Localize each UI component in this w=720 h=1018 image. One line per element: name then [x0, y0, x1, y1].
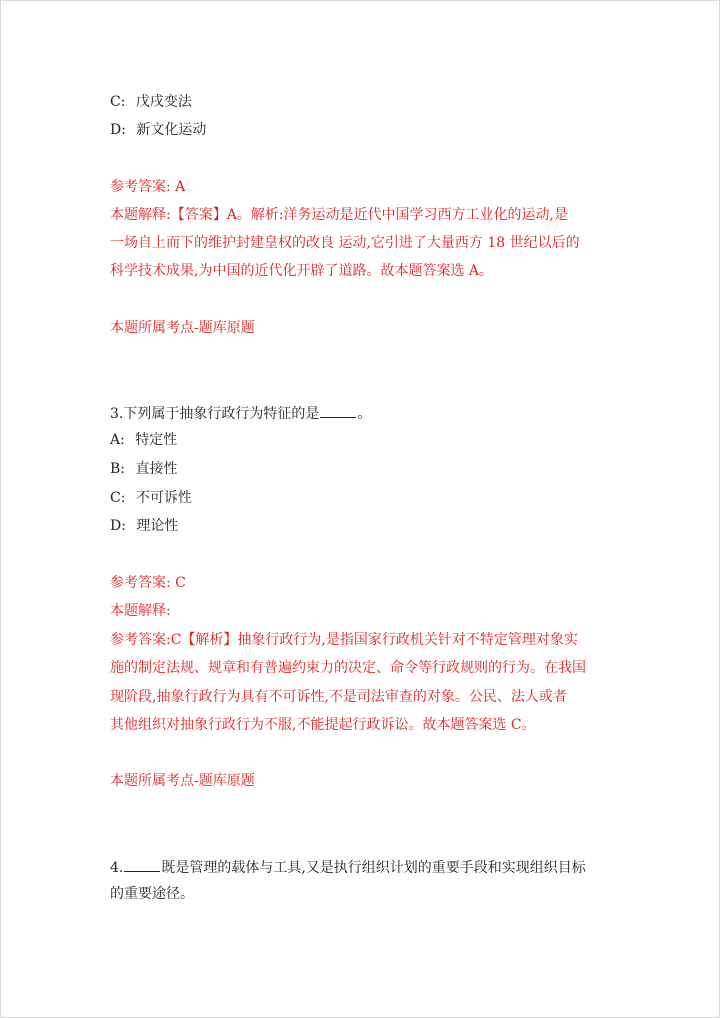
q4-stem: 4. 既是管理的载体与工具,又是执行组织计划的重要手段和实现组织目标 — [110, 857, 586, 877]
q3-option-a: A: 特定性 — [110, 432, 178, 448]
q3-explanation-line: 施的制定法规、规章和有普遍约束力的决定、命令等行政规则的行为。在我国 — [110, 660, 586, 676]
q2-explanation-line: 一场自上而下的维护封建皇权的改良 运动,它引进了大量西方 18 世纪以后的 — [110, 235, 580, 251]
q3-option-b: B: 直接性 — [110, 461, 178, 477]
q3-option-d: D: 理论性 — [110, 518, 179, 534]
q3-source: 本题所属考点-题库原题 — [110, 773, 255, 789]
q2-explanation-line: 本题解释:【答案】A。解析:洋务运动是近代中国学习西方工业化的运动,是 — [110, 207, 568, 223]
q3-explanation-line: 其他组织对抽象行政行为不服,不能提起行政诉讼。故本题答案选 C。 — [110, 717, 536, 733]
answer-blank — [320, 403, 356, 418]
q3-answer: 参考答案: C — [110, 575, 186, 591]
q2-source: 本题所属考点-题库原题 — [110, 320, 255, 336]
q2-option-c: C: 戊戌变法 — [110, 94, 192, 110]
q2-option-d: D: 新文化运动 — [110, 122, 207, 138]
q4-stem-continued: 的重要途径。 — [110, 886, 194, 902]
q3-explanation-label: 本题解释: — [110, 603, 171, 619]
q3-explanation-line: 参考答案:C【解析】抽象行政行为,是指国家行政机关针对不特定管理对象实 — [110, 632, 578, 648]
answer-blank — [124, 857, 160, 872]
q3-stem: 3.下列属于抽象行政行为特征的是 。 — [110, 403, 371, 423]
q2-answer: 参考答案: A — [110, 179, 186, 195]
q2-explanation-line: 科学技术成果,为中国的近代化开辟了道路。故本题答案选 A。 — [110, 263, 494, 279]
q3-explanation-line: 现阶段,抽象行政行为具有不可诉性,不是司法审查的对象。公民、法人或者 — [110, 689, 567, 705]
q3-option-c: C: 不可诉性 — [110, 490, 192, 506]
